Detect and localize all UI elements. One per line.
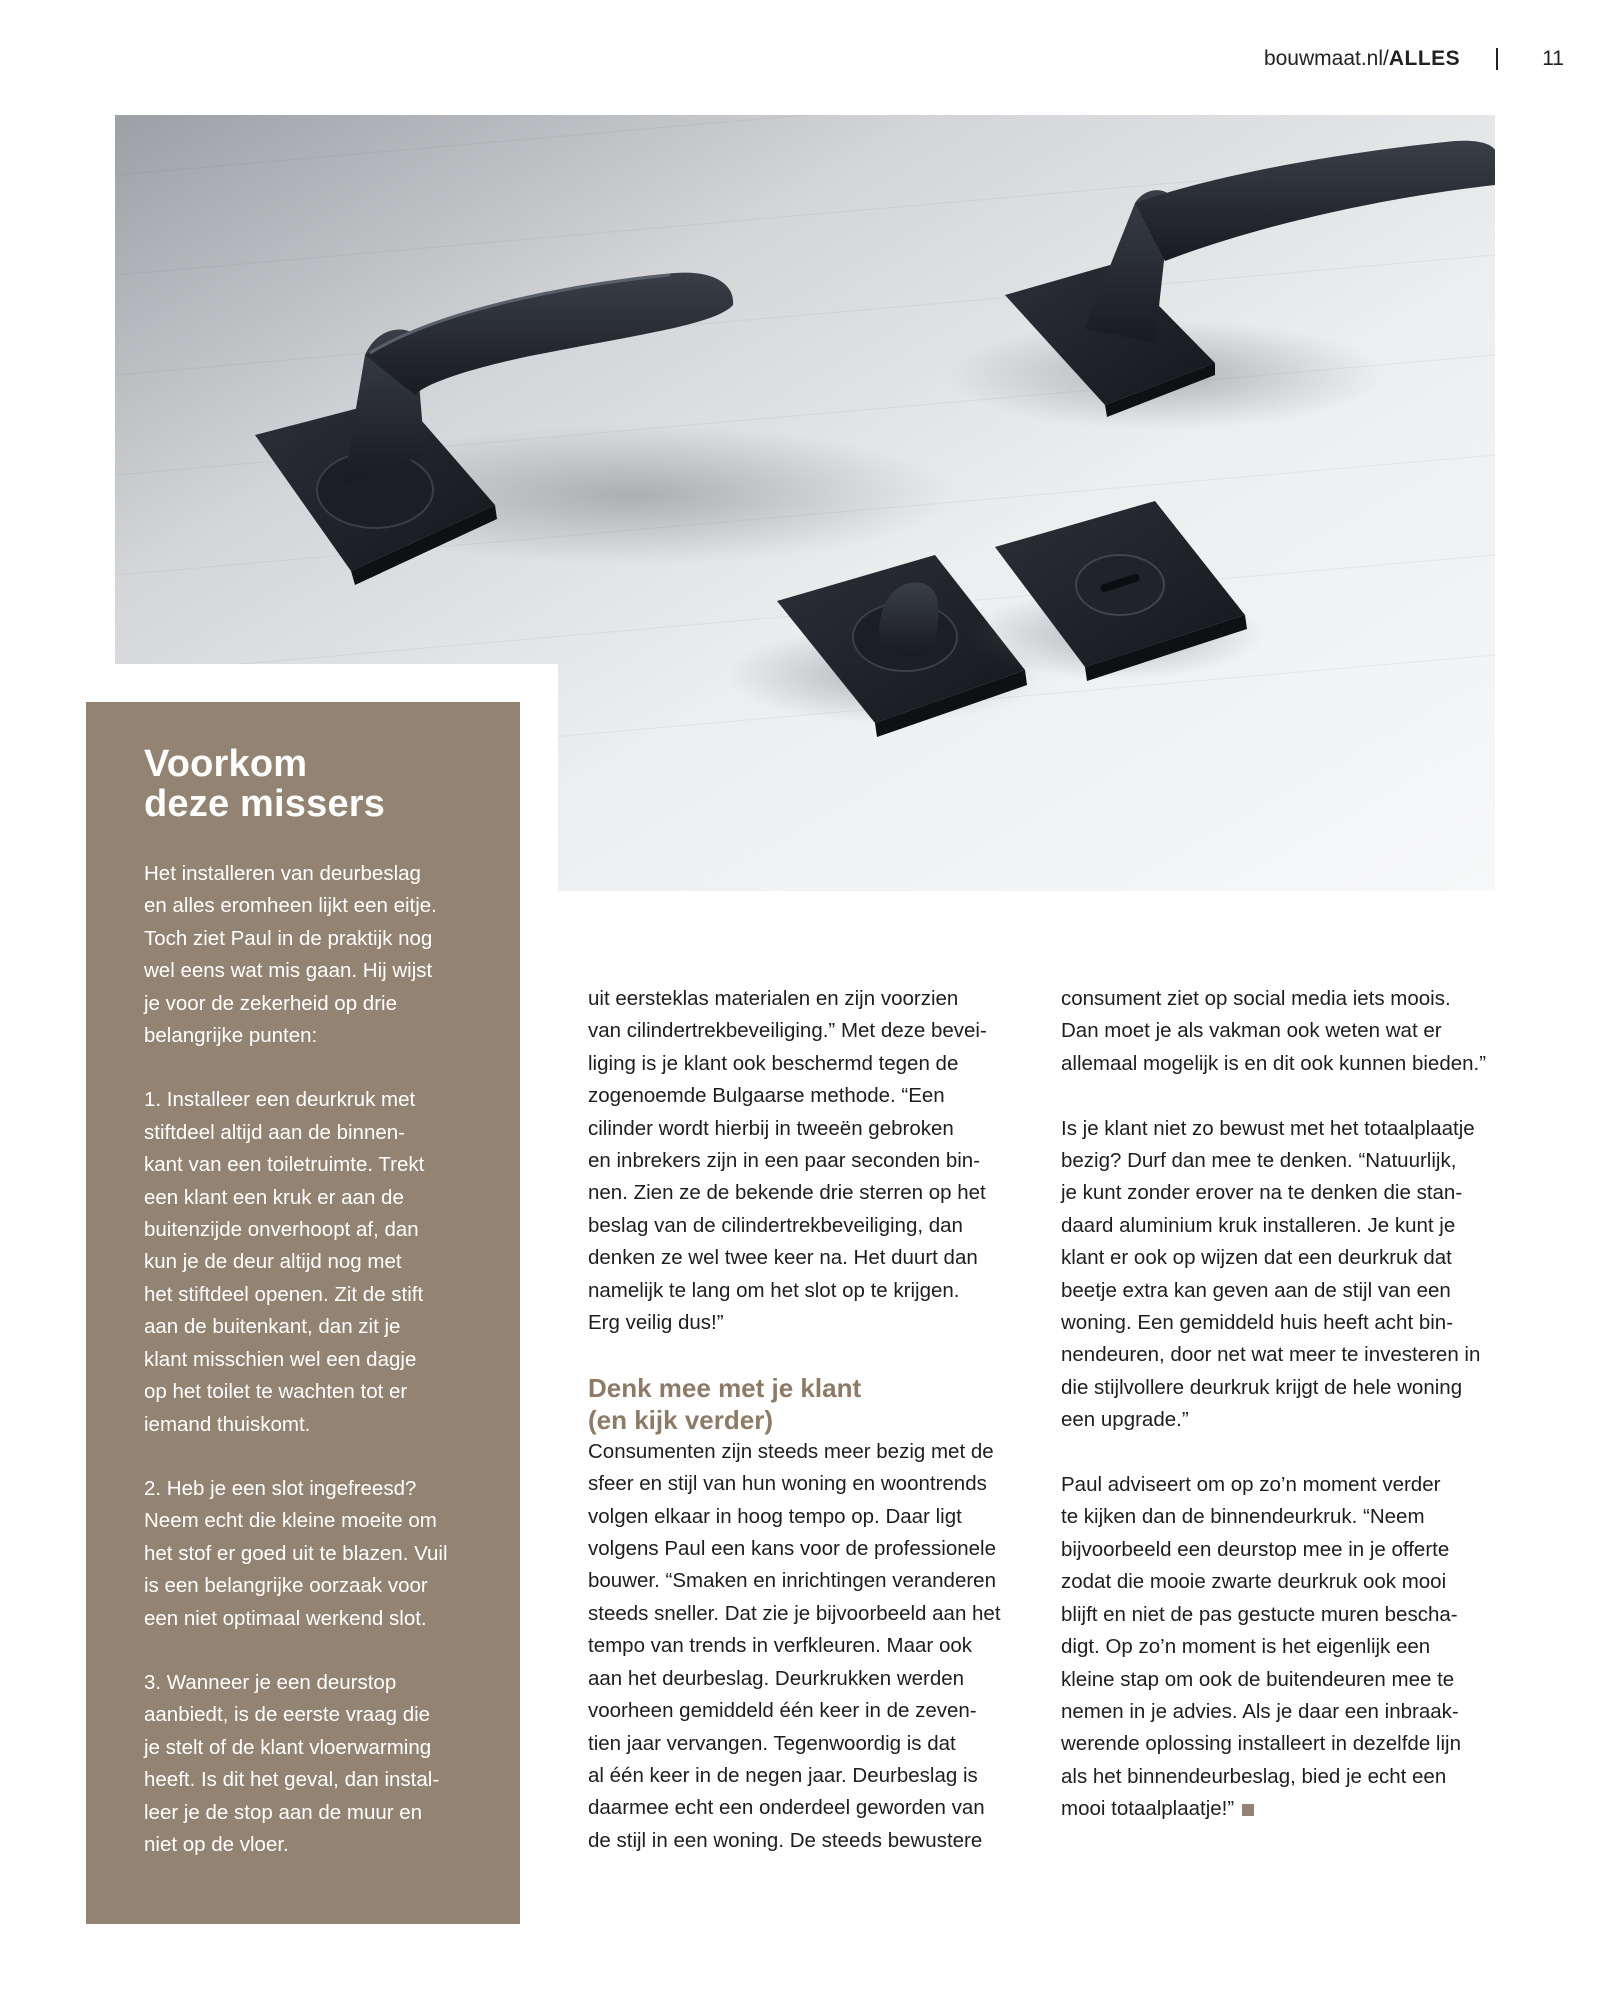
article-column-1 <box>588 983 1028 1890</box>
tips-sidebar <box>86 702 520 1924</box>
article-column-2 <box>1061 983 1501 1858</box>
column2-paragraph-2: Is je klant niet zo bewust met het totaalplaatje bezig? Durf dan mee te denken. “Natuurlijk, je kunt zonder erover na te denken die stan- daard aluminium kruk installeren. Je kunt je klant er ook op wijzen dat een deurkruk dat beetje extra kan geven aan de stijl van een woning. Een gemiddeld huis heeft acht bin- nendeuren, door net wat meer te investeren in die stijlvollere deurkruk krijgt de hele woning een upgrade.” <box>1061 1116 1481 1432</box>
sidebar-intro: Het installeren van deurbeslag en alles eromheen lijkt een eitje. Toch ziet Paul in de praktijk nog wel eens wat mis gaan. Hij wijst je voor de zekerheid op drie belangrijke punten: <box>144 862 437 1048</box>
column2-paragraph-3-text: Paul adviseert om op zo’n moment verder te kijken dan de binnendeurkruk. “Neem bijvoorbeeld een deurstop mee in je offerte zodat die mooie zwarte deurkruk ook mooi blijft en niet de pas gestucte muren bescha- digt. Op zo’n moment is het eigenlijk een kleine stap om ook de buitendeuren mee te nemen in je advies. Als je daar een inbraak- werende oplossing installeert in dezelfde lijn als het binnendeurbeslag, bied je echt een mooi totaalplaatje!” <box>1061 1473 1461 1821</box>
column2-paragraph-1: consument ziet op social media iets moois. Dan moet je als vakman ook weten wat er allemaal mogelijk is en dit ook kunnen bieden.” <box>1061 987 1487 1075</box>
sidebar-tip-3: 3. Wanneer je een deurstop aanbiedt, is de eerste vraag die je stelt of de klant vloerwarming heeft. Is dit het geval, dan instal- leer je de stop aan de muur en niet op de vloer. <box>144 1670 440 1856</box>
end-of-article-mark <box>1242 1804 1254 1816</box>
site-url-prefix: bouwmaat.nl/ <box>1263 47 1389 70</box>
site-url[interactable] <box>1264 47 1460 71</box>
section-heading: Denk mee met je klant (en kijk verder) <box>588 1372 862 1435</box>
page-number: 11 <box>1542 47 1564 70</box>
column1-paragraph-2: Consumenten zijn steeds meer bezig met de sfeer en stijl van hun woning en woontrends volgen elkaar in hoog tempo op. Daar ligt volgens Paul een kans voor de professionele bouwer. “Smaken en inrichtingen veranderen steeds sneller. Dat zie je bijvoorbeeld aan het tempo van trends in verfkleuren. Maar ook aan het deurbeslag. Deurkrukken werden voorheen gemiddeld één keer in de zeven- tien jaar vervangen. Tegenwoordig is dat al één keer in de negen jaar. Deurbeslag is daarmee echt een onderdeel geworden van de stijl in een woning. De steeds bewustere <box>588 1439 1001 1852</box>
site-url-section: ALLES <box>1388 47 1461 70</box>
column2-paragraph-3 <box>1061 1469 1501 1825</box>
sidebar-tip-1: 1. Installeer een deurkruk met stiftdeel altijd aan de binnen- kant van een toiletruimte. Trekt een klant een kruk er aan de buitenzijde onverhoopt af, dan kun je de deur altijd nog met het stiftdeel openen. Zit de stift aan de buitenkant, dan zit je klant misschien wel een dagje op het toilet te wachten tot er iemand thuiskomt. <box>144 1088 425 1436</box>
sidebar-tip-2: 2. Heb je een slot ingefreesd? Neem echt die kleine moeite om het stof er goed uit te blazen. Vuil is een belangrijke oorzaak voor een niet optimaal werkend slot. <box>144 1476 448 1630</box>
page-header <box>1264 44 1564 74</box>
header-divider <box>1496 48 1498 70</box>
sidebar-title: Voorkom deze missers <box>144 743 386 825</box>
column1-paragraph-1: uit eersteklas materialen en zijn voorzien van cilindertrekbeveiliging.” Met deze bevei- liging is je klant ook beschermd tegen de zogenoemde Bulgaarse methode. “Een cilinder wordt hierbij in tweeën gebroken en inbrekers zijn in een paar seconden bin- nen. Zien ze de bekende drie sterren op het beslag van de cilindertrekbeveiliging, dan denken ze wel twee keer na. Het duurt dan namelijk te lang om het slot op te krijgen. Erg veilig dus!” <box>588 987 987 1335</box>
